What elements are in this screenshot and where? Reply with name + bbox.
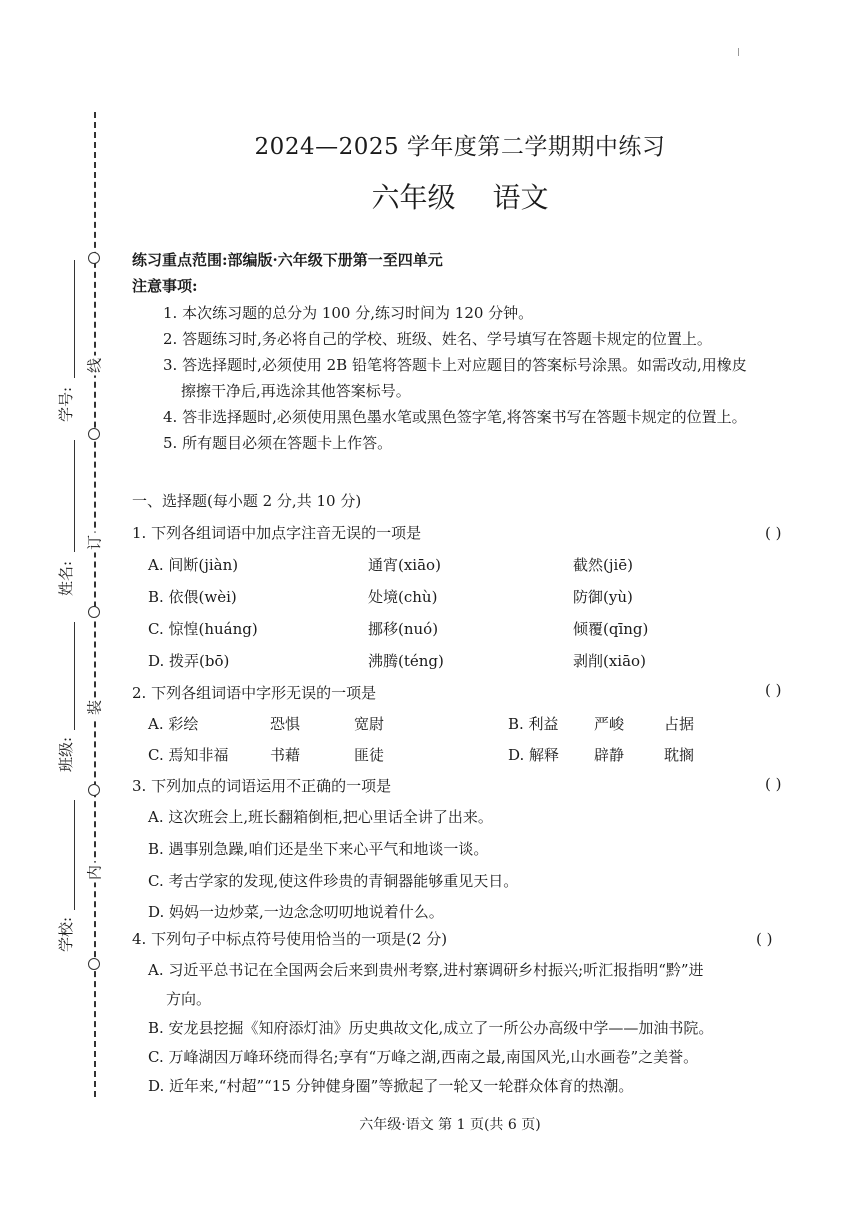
name-label: 姓名: [57, 560, 76, 597]
question-stem: 2. 下列各组词语中字形无误的一项是 [132, 684, 377, 702]
option-item: D. 近年来,“村超”“15 分钟健身圈”等掀起了一轮又一轮群众体育的热潮。 [148, 1077, 634, 1095]
exam-title: 2024—2025 学年度第二学期期中练习 [254, 134, 666, 160]
student-id-line[interactable] [74, 260, 75, 378]
answer-blank[interactable]: ( ) [765, 775, 782, 793]
option-item: 挪移(nuó) [368, 620, 439, 638]
option-item: D. 解释 [508, 746, 560, 764]
answer-blank[interactable]: ( ) [765, 524, 782, 542]
option-item: 书藉 [270, 746, 301, 764]
option-item: C. 万峰湖因万峰环绕而得名;享有“万峰之湖,西南之最,南国风光,山水画卷”之美誉。 [148, 1048, 699, 1066]
notice-item: 2. 答题练习时,务必将自己的学校、班级、姓名、学号填写在答题卡规定的位置上。 [163, 330, 712, 348]
binding-cut-char: 线 [84, 356, 105, 376]
answer-blank[interactable]: ( ) [756, 930, 773, 948]
option-item: 严峻 [594, 715, 625, 733]
notice-item: 4. 答非选择题时,必须使用黑色墨水笔或黑色签字笔,将答案书写在答题卡规定的位置上。 [163, 408, 747, 426]
school-label: 学校: [57, 916, 76, 953]
binding-hole [88, 784, 100, 796]
option-item: 截然(jiē) [573, 556, 634, 574]
option-item: 剥削(xiāo) [573, 652, 646, 670]
binding-hole [88, 428, 100, 440]
page-footer: 六年级·语文 第 1 页(共 6 页) [359, 1117, 541, 1133]
option-item: 方向。 [166, 990, 212, 1008]
scope-text: 练习重点范围:部编版·六年级下册第一至四单元 [132, 251, 443, 269]
question-stem: 4. 下列句子中标点符号使用恰当的一项是(2 分) [132, 930, 448, 948]
binding-cut-char: 订 [84, 533, 105, 553]
option-item: 沸腾(téng) [368, 652, 444, 670]
option-item: C. 考古学家的发现,使这件珍贵的青铜器能够重见天日。 [148, 872, 519, 890]
class-label: 班级: [57, 736, 76, 773]
option-item: 通宵(xiāo) [368, 556, 441, 574]
binding-cut-char: 内 [84, 863, 105, 883]
option-item: D. 妈妈一边炒菜,一边念念叨叨地说着什么。 [148, 903, 444, 921]
name-line[interactable] [74, 440, 75, 552]
student-id-label: 学号: [57, 386, 76, 423]
notice-title: 注意事项: [132, 277, 198, 295]
option-item: 处境(chù) [368, 588, 438, 606]
option-item: A. 间断(jiàn) [148, 556, 239, 574]
section-heading: 一、选择题(每小题 2 分,共 10 分) [132, 492, 362, 510]
class-line[interactable] [74, 622, 75, 730]
binding-hole [88, 252, 100, 264]
option-item: B. 安龙县挖掘《知府添灯油》历史典故文化,成立了一所公办高级中学——加油书院。 [148, 1019, 714, 1037]
notice-item: 擦擦干净后,再选涂其他答案标号。 [181, 382, 411, 400]
notice-item: 5. 所有题目必须在答题卡上作答。 [163, 434, 393, 452]
school-line[interactable] [74, 800, 75, 910]
option-item: A. 这次班会上,班长翻箱倒柜,把心里话全讲了出来。 [148, 808, 493, 826]
binding-cut-char: 装 [84, 698, 105, 718]
option-item: 倾覆(qīng) [573, 620, 649, 638]
scan-mark [738, 48, 739, 56]
question-stem: 1. 下列各组词语中加点字注音无误的一项是 [132, 524, 422, 542]
exam-subtitle [0, 176, 860, 216]
option-item: C. 惊惶(huáng) [148, 620, 258, 638]
subject-label: 语文 [492, 181, 549, 214]
option-item: 占据 [664, 715, 695, 733]
grade-label: 六年级 [371, 181, 456, 214]
option-item: B. 遇事别急躁,咱们还是坐下来心平气和地谈一谈。 [148, 840, 489, 858]
question-stem: 3. 下列加点的词语运用不正确的一项是 [132, 777, 392, 795]
option-item: B. 利益 [508, 715, 559, 733]
option-item: A. 彩绘 [148, 715, 199, 733]
option-item: 辟静 [594, 746, 625, 764]
option-item: 宽尉 [354, 715, 385, 733]
option-item: 防御(yù) [573, 588, 633, 606]
option-item: 耽搁 [664, 746, 695, 764]
binding-hole [88, 606, 100, 618]
option-item: 恐惧 [270, 715, 301, 733]
notice-item: 1. 本次练习题的总分为 100 分,练习时间为 120 分钟。 [163, 304, 534, 322]
option-item: A. 习近平总书记在全国两会后来到贵州考察,进村寨调研乡村振兴;听汇报指明“黔”进 [148, 961, 704, 979]
notice-item: 3. 答选择题时,必须使用 2B 铅笔将答题卡上对应题目的答案标号涂黑。如需改动,用橡皮 [163, 356, 747, 374]
binding-hole [88, 958, 100, 970]
option-item: B. 依偎(wèi) [148, 588, 237, 606]
option-item: 匪徒 [354, 746, 385, 764]
option-item: D. 拨弄(bō) [148, 652, 230, 670]
option-item: C. 焉知非福 [148, 746, 229, 764]
answer-blank[interactable]: ( ) [765, 681, 782, 699]
